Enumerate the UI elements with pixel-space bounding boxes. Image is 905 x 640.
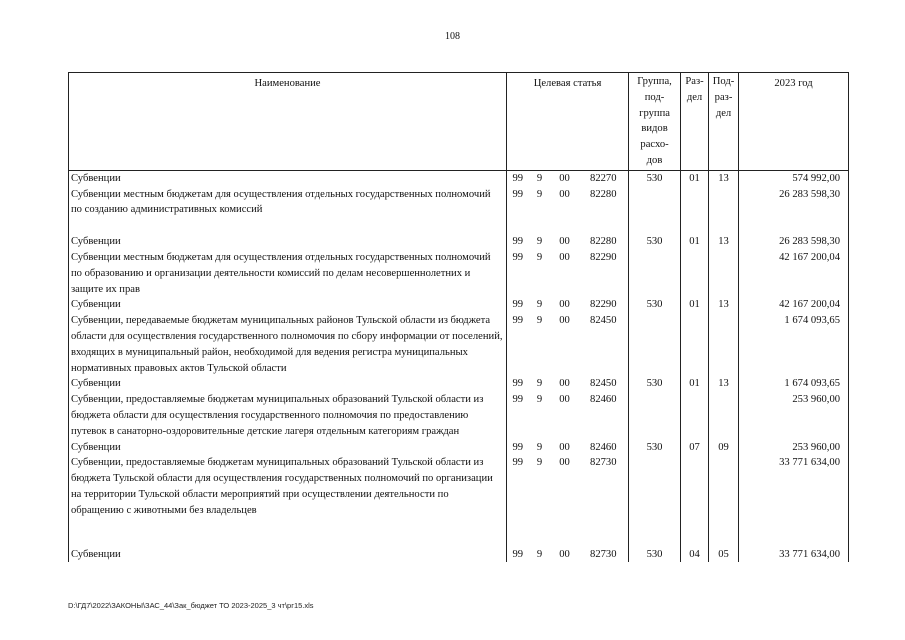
- target-part-1: 99: [507, 455, 529, 534]
- amount-cell: 253 960,00: [739, 392, 849, 439]
- target-part-3: 00: [559, 236, 570, 248]
- amount-cell: 33 771 634,00: [739, 535, 849, 563]
- amount-cell: 42 167 200,04: [739, 250, 849, 297]
- table-row: [69, 376, 849, 392]
- subsection-code-cell: [709, 392, 739, 439]
- amount-cell: 1 674 093,65: [739, 313, 849, 376]
- page-number: 108: [445, 31, 460, 42]
- subsection-code-cell: 13: [709, 234, 739, 250]
- target-part-1: 99: [507, 297, 529, 313]
- subsection-code-cell: 13: [709, 297, 739, 313]
- target-part-4: 82270: [579, 170, 629, 186]
- header-section-line: дел: [686, 91, 703, 103]
- header-group-line: группа: [639, 107, 670, 119]
- row-name-cell: Субвенции местным бюджетам для осуществления отдельных государственных полномочий по созданию административных комиссий: [69, 187, 507, 235]
- group-code-cell: 530: [629, 297, 681, 313]
- header-year: 2023 год: [739, 73, 849, 171]
- target-part-3: 00: [559, 394, 570, 406]
- subsection-code-cell: [709, 313, 739, 376]
- target-part-2: 9: [536, 188, 543, 200]
- section-code-cell: [681, 455, 709, 534]
- amount-cell: 574 992,00: [739, 170, 849, 186]
- target-part-2: 9: [536, 378, 543, 390]
- target-part-3: 00: [559, 172, 570, 184]
- subsection-code-cell: 09: [709, 440, 739, 456]
- table-row: [69, 234, 849, 250]
- target-part-1: 99: [507, 440, 529, 456]
- row-name-cell: Субвенции: [69, 297, 507, 313]
- row-name-cell: Субвенции, предоставляемые бюджетам муниципальных образований Тульской области из бюджета Тульской области для осуществления государственных полномочий по организации на территории Тульской области мероприятий при осуществлении деятельности по обращению с животными без владельцев: [69, 455, 507, 534]
- group-code-cell: 530: [629, 440, 681, 456]
- section-code-cell: [681, 187, 709, 235]
- section-code-cell: [681, 250, 709, 297]
- subsection-code-cell: [709, 250, 739, 297]
- target-part-1: 99: [507, 234, 529, 250]
- group-code-cell: [629, 392, 681, 439]
- amount-cell: 1 674 093,65: [739, 376, 849, 392]
- row-name-cell: Субвенции: [69, 440, 507, 456]
- header-subsection-line: дел: [715, 107, 732, 119]
- subsection-code-cell: [709, 187, 739, 235]
- subsection-code-cell: 13: [709, 376, 739, 392]
- header-group-line: Группа,: [637, 76, 672, 87]
- target-part-4: 82730: [579, 535, 629, 563]
- header-group-line: под-: [644, 91, 665, 103]
- target-part-2: 9: [536, 299, 543, 311]
- target-part-4: 82290: [579, 297, 629, 313]
- target-part-1: 99: [507, 250, 529, 297]
- subsection-code-cell: 05: [709, 535, 739, 563]
- table-row: [69, 455, 849, 534]
- row-name-cell: Субвенции: [69, 535, 507, 563]
- amount-cell: 26 283 598,30: [739, 234, 849, 250]
- target-part-4: 82450: [579, 376, 629, 392]
- group-code-cell: [629, 187, 681, 235]
- section-code-cell: 01: [681, 297, 709, 313]
- target-part-1: 99: [507, 313, 529, 376]
- target-part-4: 82730: [579, 455, 629, 534]
- header-name: Наименование: [69, 73, 507, 171]
- header-group-line: расхо-: [640, 139, 669, 151]
- file-path-footer: D:\ГД7\2022\ЗАКОНЫ\ЗАС_44\Зак_бюджет ТО 2023-2025_3 чт\рг15.xls: [68, 601, 314, 610]
- row-name-cell: Субвенции: [69, 170, 507, 186]
- header-subsection-line: Под-: [712, 76, 735, 87]
- header-target-article: Целевая статья: [507, 73, 629, 171]
- section-code-cell: 01: [681, 376, 709, 392]
- subsection-code-cell: [709, 455, 739, 534]
- target-part-2: 9: [536, 548, 543, 560]
- group-code-cell: 530: [629, 535, 681, 563]
- target-part-1: 99: [507, 187, 529, 235]
- group-code-cell: [629, 455, 681, 534]
- table-row: [69, 313, 849, 376]
- table-row: [69, 187, 849, 235]
- row-name-cell: Субвенции, передаваемые бюджетам муниципальных районов Тульской области из бюджета области для осуществления государственного полномочия по сбору информации от поселений, входящих в муниципальный район, необходимой для ведения регистра муниципальных нормативных правовых актов Тульской области: [69, 313, 507, 376]
- target-part-2: 9: [536, 251, 543, 263]
- amount-cell: 253 960,00: [739, 440, 849, 456]
- target-part-4: 82460: [579, 440, 629, 456]
- table-row: [69, 392, 849, 439]
- header-group: [629, 73, 681, 171]
- target-part-4: 82280: [579, 234, 629, 250]
- amount-cell: 26 283 598,30: [739, 187, 849, 235]
- target-part-4: 82280: [579, 187, 629, 235]
- target-part-1: 99: [507, 376, 529, 392]
- header-group-line: дов: [646, 154, 663, 166]
- section-code-cell: 01: [681, 170, 709, 186]
- target-part-2: 9: [536, 315, 543, 327]
- section-code-cell: 07: [681, 440, 709, 456]
- target-part-1: 99: [507, 392, 529, 439]
- target-part-3: 00: [559, 457, 570, 469]
- table-row: [69, 250, 849, 297]
- target-part-3: 00: [559, 378, 570, 390]
- table-row: [69, 170, 849, 186]
- amount-cell: 42 167 200,04: [739, 297, 849, 313]
- target-part-2: 9: [536, 457, 543, 469]
- row-name-cell: Субвенции: [69, 376, 507, 392]
- target-part-3: 00: [559, 251, 570, 263]
- section-code-cell: [681, 313, 709, 376]
- amount-cell: 33 771 634,00: [739, 455, 849, 534]
- row-name-cell: Субвенции: [69, 234, 507, 250]
- target-part-4: 82450: [579, 313, 629, 376]
- group-code-cell: [629, 250, 681, 297]
- header-subsection: [709, 73, 739, 171]
- target-part-3: 00: [559, 188, 570, 200]
- target-part-3: 00: [559, 441, 570, 453]
- section-code-cell: [681, 392, 709, 439]
- target-part-3: 00: [559, 315, 570, 327]
- target-part-3: 00: [559, 299, 570, 311]
- group-code-cell: 530: [629, 376, 681, 392]
- table-row: [69, 440, 849, 456]
- target-part-3: 00: [559, 548, 570, 560]
- header-section: [681, 73, 709, 171]
- group-code-cell: [629, 313, 681, 376]
- header-section-line: Раз-: [685, 76, 704, 87]
- header-subsection-line: раз-: [714, 91, 733, 103]
- target-part-2: 9: [536, 394, 543, 406]
- group-code-cell: 530: [629, 170, 681, 186]
- table-row: [69, 535, 849, 563]
- section-code-cell: 04: [681, 535, 709, 563]
- target-part-2: 9: [536, 172, 543, 184]
- subsection-code-cell: 13: [709, 170, 739, 186]
- target-part-2: 9: [536, 236, 543, 248]
- table-row: [69, 297, 849, 313]
- target-part-4: 82290: [579, 250, 629, 297]
- group-code-cell: 530: [629, 234, 681, 250]
- target-part-1: 99: [507, 535, 529, 563]
- target-part-1: 99: [507, 170, 529, 186]
- target-part-4: 82460: [579, 392, 629, 439]
- table-header-row: [69, 73, 849, 171]
- header-group-line: видов: [641, 123, 668, 135]
- target-part-2: 9: [536, 441, 543, 453]
- row-name-cell: Субвенции местным бюджетам для осуществления отдельных государственных полномочий по образованию и организации деятельности комиссий по делам несовершеннолетних и защите их прав: [69, 250, 507, 297]
- budget-table: [68, 72, 849, 562]
- section-code-cell: 01: [681, 234, 709, 250]
- row-name-cell: Субвенции, предоставляемые бюджетам муниципальных образований Тульской области из бюджета области для осуществления государственного полномочия по предоставлению путевок в санаторно-оздоровительные детские лагеря отдельным категориям граждан: [69, 392, 507, 439]
